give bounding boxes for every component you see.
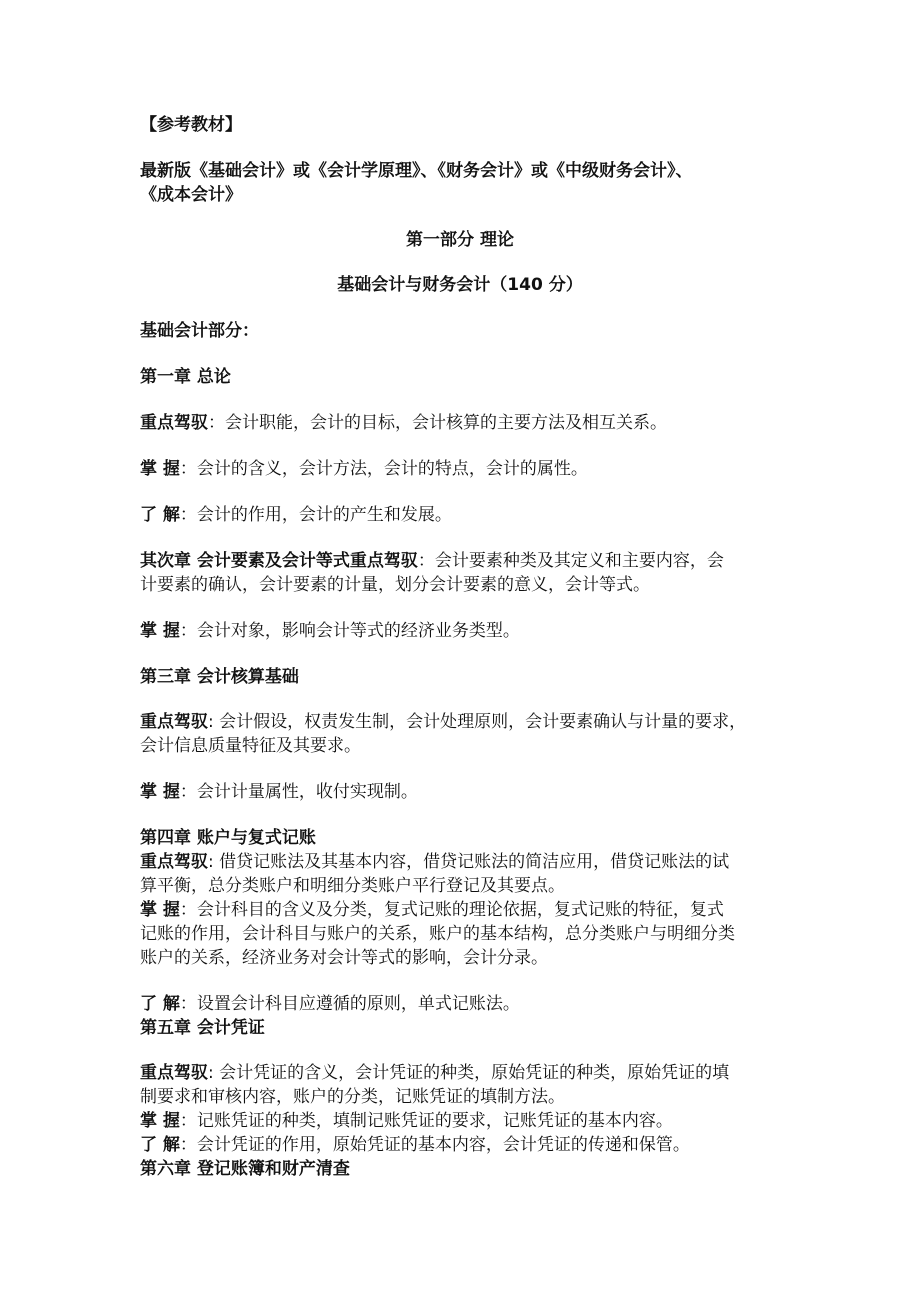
reference-books-line-1: 最新版《基础会计》或《会计学原理》、《财务会计》或《中级财务会计》、	[140, 161, 693, 181]
master-text: ：会计对象，影响会计等式的经济业务类型。	[179, 621, 520, 641]
master-label: 掌 握	[140, 900, 180, 920]
chapter-1-understand	[140, 503, 790, 527]
understand-label: 了 解	[140, 1135, 180, 1155]
key-text: ：会计要素种类及其定义和主要内容，会	[417, 551, 724, 571]
master-label: 掌 握	[140, 621, 180, 641]
understand-label: 了 解	[140, 994, 180, 1014]
chapter-4-master-line-2: 记账的作用，会计科目与账户的关系，账户的基本结构，总分类账户与明细分类	[140, 924, 735, 944]
understand-text: ：会计的作用，会计的产生和发展。	[179, 505, 452, 525]
chapter-5-title: 第五章 会计凭证	[140, 1018, 265, 1038]
chapter-4-understand	[140, 992, 790, 1016]
chapter-6-title: 第六章 登记账簿和财产清查	[140, 1159, 350, 1179]
chapter-4-master	[140, 898, 790, 922]
section-title: 基础会计与财务会计（140 分）	[337, 275, 583, 295]
chapter-1-key-points	[140, 411, 790, 435]
understand-text: ：设置会计科目应遵循的原则，单式记账法。	[179, 994, 520, 1014]
key-label: 重点驾驭	[140, 1063, 208, 1083]
key-text: : 会计假设，权责发生制，会计处理原则，会计要素确认与计量的要求，	[208, 712, 747, 732]
basic-accounting-heading: 基础会计部分：	[140, 321, 259, 341]
part-title: 第一部分 理论	[406, 230, 514, 250]
master-label: 掌 握	[140, 1111, 180, 1131]
master-text: ：会计计量属性，收付实现制。	[179, 782, 418, 802]
chapter-3-key-line-2: 会计信息质量特征及其要求。	[140, 736, 361, 756]
understand-label: 了 解	[140, 505, 180, 525]
master-text: ：记账凭证的种类，填制记账凭证的要求，记账凭证的基本内容。	[179, 1111, 673, 1131]
chapter-1-title: 第一章 总论	[140, 367, 231, 387]
key-text: : 会计凭证的含义，会计凭证的种类，原始凭证的种类，原始凭证的填	[208, 1063, 730, 1083]
reference-books-line-2: 《成本会计》	[140, 185, 242, 205]
chapter-4-master-line-3: 账户的关系，经济业务对会计等式的影响，会计分录。	[140, 948, 548, 968]
chapter-2-title-line	[140, 549, 790, 573]
chapter-4-title: 第四章 账户与复式记账	[140, 828, 316, 848]
chapter-2-title-key: 其次章 会计要素及会计等式重点驾驭	[140, 551, 418, 571]
master-label: 掌 握	[140, 782, 180, 802]
master-label: 掌 握	[140, 459, 180, 479]
chapter-5-key-line-2: 制要求和审核内容，账户的分类，记账凭证的填制方法。	[140, 1087, 565, 1107]
key-label: 重点驾驭	[140, 413, 208, 433]
chapter-3-key-points	[140, 710, 790, 734]
chapter-2-key-line-2: 计要素的确认，会计要素的计量，划分会计要素的意义，会计等式。	[140, 575, 650, 595]
key-text: : 借贷记账法及其基本内容，借贷记账法的简洁应用，借贷记账法的试	[208, 852, 730, 872]
master-text: ：会计科目的含义及分类，复式记账的理论依据，复式记账的特征，复式	[179, 900, 724, 920]
chapter-3-master	[140, 780, 790, 804]
master-text: ：会计的含义，会计方法，会计的特点，会计的属性。	[179, 459, 588, 479]
chapter-1-master	[140, 457, 790, 481]
chapter-5-key-points	[140, 1061, 790, 1085]
chapter-4-key-points	[140, 850, 790, 874]
reference-heading: 【参考教材】	[140, 115, 242, 135]
chapter-4-key-line-2: 算平衡，总分类账户和明细分类账户平行登记及其要点。	[140, 876, 565, 896]
chapter-5-understand	[140, 1133, 790, 1157]
chapter-2-master	[140, 619, 790, 643]
understand-text: ：会计凭证的作用，原始凭证的基本内容，会计凭证的传递和保管。	[179, 1135, 690, 1155]
chapter-5-master	[140, 1109, 790, 1133]
key-text: ：会计职能，会计的目标，会计核算的主要方法及相互关系。	[208, 413, 667, 433]
chapter-3-title: 第三章 会计核算基础	[140, 667, 299, 687]
key-label: 重点驾驭	[140, 712, 208, 732]
key-label: 重点驾驭	[140, 852, 208, 872]
